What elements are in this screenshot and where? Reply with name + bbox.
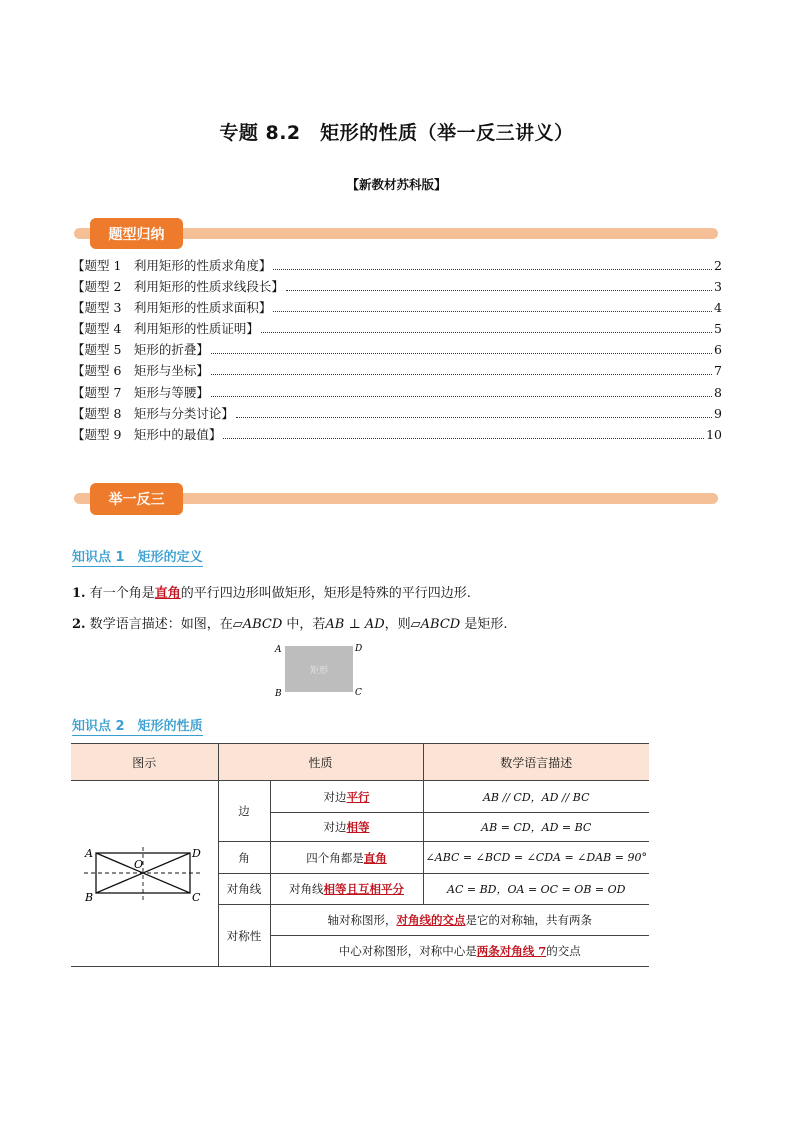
side-equal-math: AB = CD，AD = BC	[423, 813, 649, 842]
toc-item-page: 9	[714, 405, 722, 421]
diagonal-pre: 对角线	[289, 882, 324, 896]
diag-label-a: A	[85, 846, 94, 860]
para2-condition: AB ⊥ AD	[325, 617, 385, 632]
toc-item-page: 5	[714, 321, 722, 337]
table-row-side-parallel	[71, 781, 649, 813]
rectangle-diagonals-figure	[84, 843, 204, 905]
table-of-contents	[72, 256, 722, 446]
para2-abcd-2: ABCD	[420, 617, 461, 632]
toc-item[interactable]	[72, 383, 722, 404]
highlight-right-angle: 直角	[154, 586, 181, 601]
sym1-red: 对角线的交点	[396, 913, 466, 927]
toc-item-label: 【题型 1 利用矩形的性质求角度】	[72, 258, 272, 273]
page-title: 专题 8.2 矩形的性质（举一反三讲义）	[219, 122, 574, 144]
toc-item[interactable]	[72, 425, 722, 446]
toc-leader-dots	[273, 310, 712, 312]
category-diagonal: 对角线	[218, 874, 270, 905]
toc-item-label: 【题型 7 矩形与等腰】	[72, 384, 209, 400]
toc-item-label: 【题型 8 矩形与分类讨论】	[72, 405, 234, 421]
side-equal-cell	[270, 813, 423, 842]
toc-item-page: 3	[714, 279, 722, 295]
header-figure: 图示	[71, 744, 218, 781]
para1-number: 1.	[72, 586, 86, 601]
sym2-red: 两条对角线 7	[476, 944, 547, 958]
category-angle: 角	[218, 842, 270, 874]
toc-item-label: 【题型 6 矩形与坐标】	[72, 363, 209, 379]
side-parallel-math: AB // CD，AD // BC	[423, 781, 649, 813]
section-badge-1: 题型归纳	[90, 218, 183, 249]
toc-leader-dots	[261, 331, 712, 333]
diag-label-c: C	[192, 890, 201, 904]
page-subtitle: 【新教材苏科版】	[346, 177, 447, 192]
angle-cell	[270, 842, 423, 874]
toc-item[interactable]	[72, 277, 722, 298]
diagonal-red: 相等且互相平分	[323, 882, 404, 896]
toc-item-page: 2	[714, 258, 722, 273]
header-property: 性质	[218, 744, 423, 781]
diag-label-d: D	[192, 846, 202, 860]
toc-item[interactable]	[72, 256, 722, 277]
para1-text-b: 的平行四边形叫做矩形，矩形是特殊的平行四边形.	[180, 586, 471, 601]
diag-label-o: O	[134, 857, 144, 871]
toc-leader-dots	[211, 373, 712, 375]
toc-item-page: 4	[714, 300, 722, 316]
sym2-pre: 中心对称图形，对称中心是	[338, 944, 477, 958]
symmetry-axis-cell	[270, 905, 649, 936]
side-equal-pre: 对边	[323, 820, 347, 834]
toc-leader-dots	[286, 289, 712, 291]
diagonal-math: AC = BD，OA = OC = OB = OD	[423, 874, 649, 905]
side-parallel-pre: 对边	[323, 789, 347, 804]
header-math: 数学语言描述	[423, 744, 649, 781]
toc-item[interactable]	[72, 319, 722, 340]
toc-leader-dots	[211, 395, 712, 397]
para1-text-a: 有一个角是	[89, 586, 155, 601]
properties-table	[71, 743, 649, 967]
toc-item-page: 7	[714, 363, 722, 379]
vertex-label-c: C	[355, 688, 362, 698]
diag-label-b: B	[85, 890, 94, 904]
toc-item-label: 【题型 4 利用矩形的性质证明】	[72, 321, 259, 337]
angle-pre: 四个角都是	[306, 850, 364, 865]
toc-item[interactable]	[72, 361, 722, 382]
rectangle-center-text: 矩形	[309, 666, 329, 676]
rectangle-figure	[270, 640, 370, 700]
toc-leader-dots	[223, 437, 704, 439]
definition-paragraph-2	[72, 613, 508, 632]
sym1-pre: 轴对称图形，	[327, 913, 397, 927]
knowledge-point-1-title: 知识点 1 矩形的定义	[72, 546, 203, 567]
para2-text-d: 是矩形.	[460, 617, 508, 632]
toc-item-label: 【题型 5 矩形的折叠】	[72, 342, 209, 358]
para2-text-c: ，则▱	[384, 617, 421, 632]
toc-leader-dots	[211, 352, 712, 354]
para2-number: 2.	[72, 617, 86, 632]
category-side: 边	[218, 781, 270, 842]
para2-text-a: 数学语言描述：如图，在▱	[89, 617, 243, 632]
side-parallel-cell	[270, 781, 423, 813]
toc-leader-dots	[236, 416, 712, 418]
symmetry-center-cell	[270, 936, 649, 967]
category-symmetry: 对称性	[218, 905, 270, 967]
diagonal-cell	[270, 874, 423, 905]
side-equal-red: 相等	[346, 820, 370, 834]
para2-abcd-1: ABCD	[242, 617, 283, 632]
definition-paragraph-1	[72, 582, 471, 601]
angle-red: 直角	[363, 850, 387, 865]
vertex-label-d: D	[355, 644, 363, 654]
side-parallel-red: 平行	[346, 789, 370, 804]
toc-item-label: 【题型 2 利用矩形的性质求线段长】	[72, 279, 284, 295]
vertex-label-a: A	[275, 645, 282, 655]
vertex-label-b: B	[275, 689, 282, 699]
toc-item[interactable]	[72, 340, 722, 361]
toc-leader-dots	[273, 268, 712, 270]
toc-item-page: 8	[714, 384, 722, 400]
angle-math: ∠ABC = ∠BCD = ∠CDA = ∠DAB = 90°	[423, 842, 649, 874]
toc-item-label: 【题型 9 矩形中的最值】	[72, 426, 222, 442]
toc-item-page: 10	[706, 426, 722, 442]
knowledge-point-2-title: 知识点 2 矩形的性质	[72, 715, 203, 736]
toc-item-page: 6	[714, 342, 722, 358]
toc-item[interactable]	[72, 404, 722, 425]
section-badge-2: 举一反三	[90, 483, 183, 515]
table-header-row	[71, 744, 649, 781]
toc-item-label: 【题型 3 利用矩形的性质求面积】	[72, 300, 272, 316]
figure-cell	[71, 781, 218, 967]
toc-item[interactable]	[72, 298, 722, 319]
sym2-post: 的交点	[546, 944, 581, 958]
sym1-post: 是它的对称轴，共有两条	[465, 913, 592, 927]
para2-text-b: 中，若	[282, 617, 326, 632]
